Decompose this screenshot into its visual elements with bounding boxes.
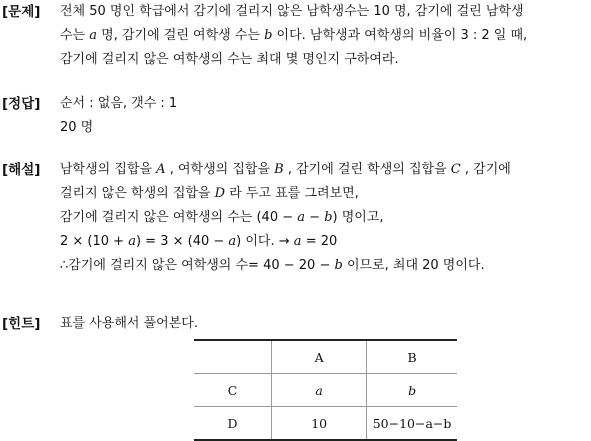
hint-label: [힌트] [2, 316, 41, 332]
explanation-line-2: 걸리지 않은 학생의 집합을 D 라 두고 표를 그려보면, [60, 186, 359, 201]
hint-table [194, 339, 457, 441]
explanation-line-4: 2 × (10 + a) = 3 × (40 − a) 이다. → a = 20 [60, 234, 338, 249]
table-header-cell: B [367, 340, 457, 374]
explanation-text [60, 158, 588, 278]
question-line-3: 감기에 걸리지 않은 여학생의 수는 최대 몇 명인지 구하여라. [60, 52, 399, 67]
table-cell: b [367, 374, 457, 407]
table-row-header-cell: D [194, 407, 272, 441]
answer-line-1: 순서 : 없음, 갯수 : 1 [60, 96, 178, 111]
hint-text [60, 312, 588, 336]
table-header-cell: A [272, 340, 367, 374]
table-cell: 10 [272, 407, 367, 441]
table-header-cell [194, 340, 272, 374]
explanation-line-5: ∴감기에 걸리지 않은 여학생의 수= 40 − 20 − b 이므로, 최대 20 명이다. [60, 258, 485, 273]
explanation-line-3: 감기에 걸리지 않은 여학생의 수는 (40 − a − b) 명이고, [60, 210, 384, 225]
explanation-line-1: 남학생의 집합을 A , 여학생의 집합을 B , 감기에 걸린 학생의 집합을 C , 감기에 [60, 162, 511, 177]
table-cell: a [272, 374, 367, 407]
question-text [60, 0, 588, 72]
table-header-row [194, 340, 457, 374]
table-cell: 50−10−a−b [367, 407, 457, 441]
question-line-2: 수는 a 명, 감기에 걸린 여학생 수는 b 이다. 남학생과 여학생의 비율이 3 : 2 일 때, [60, 28, 528, 43]
answer-label: [정답] [2, 96, 41, 112]
answer-text [60, 92, 588, 140]
hint-line-1: 표를 사용해서 풀어본다. [60, 316, 198, 331]
table-row [194, 374, 457, 407]
explanation-label: [해설] [2, 162, 41, 178]
table-row-header-cell: C [194, 374, 272, 407]
question-line-1: 전체 50 명인 학급에서 감기에 걸리지 않은 남학생수는 10 명, 감기에 걸린 남학생 [60, 4, 524, 19]
question-label: [문제] [2, 4, 41, 20]
answer-line-2: 20 명 [60, 120, 94, 135]
table-row [194, 407, 457, 441]
